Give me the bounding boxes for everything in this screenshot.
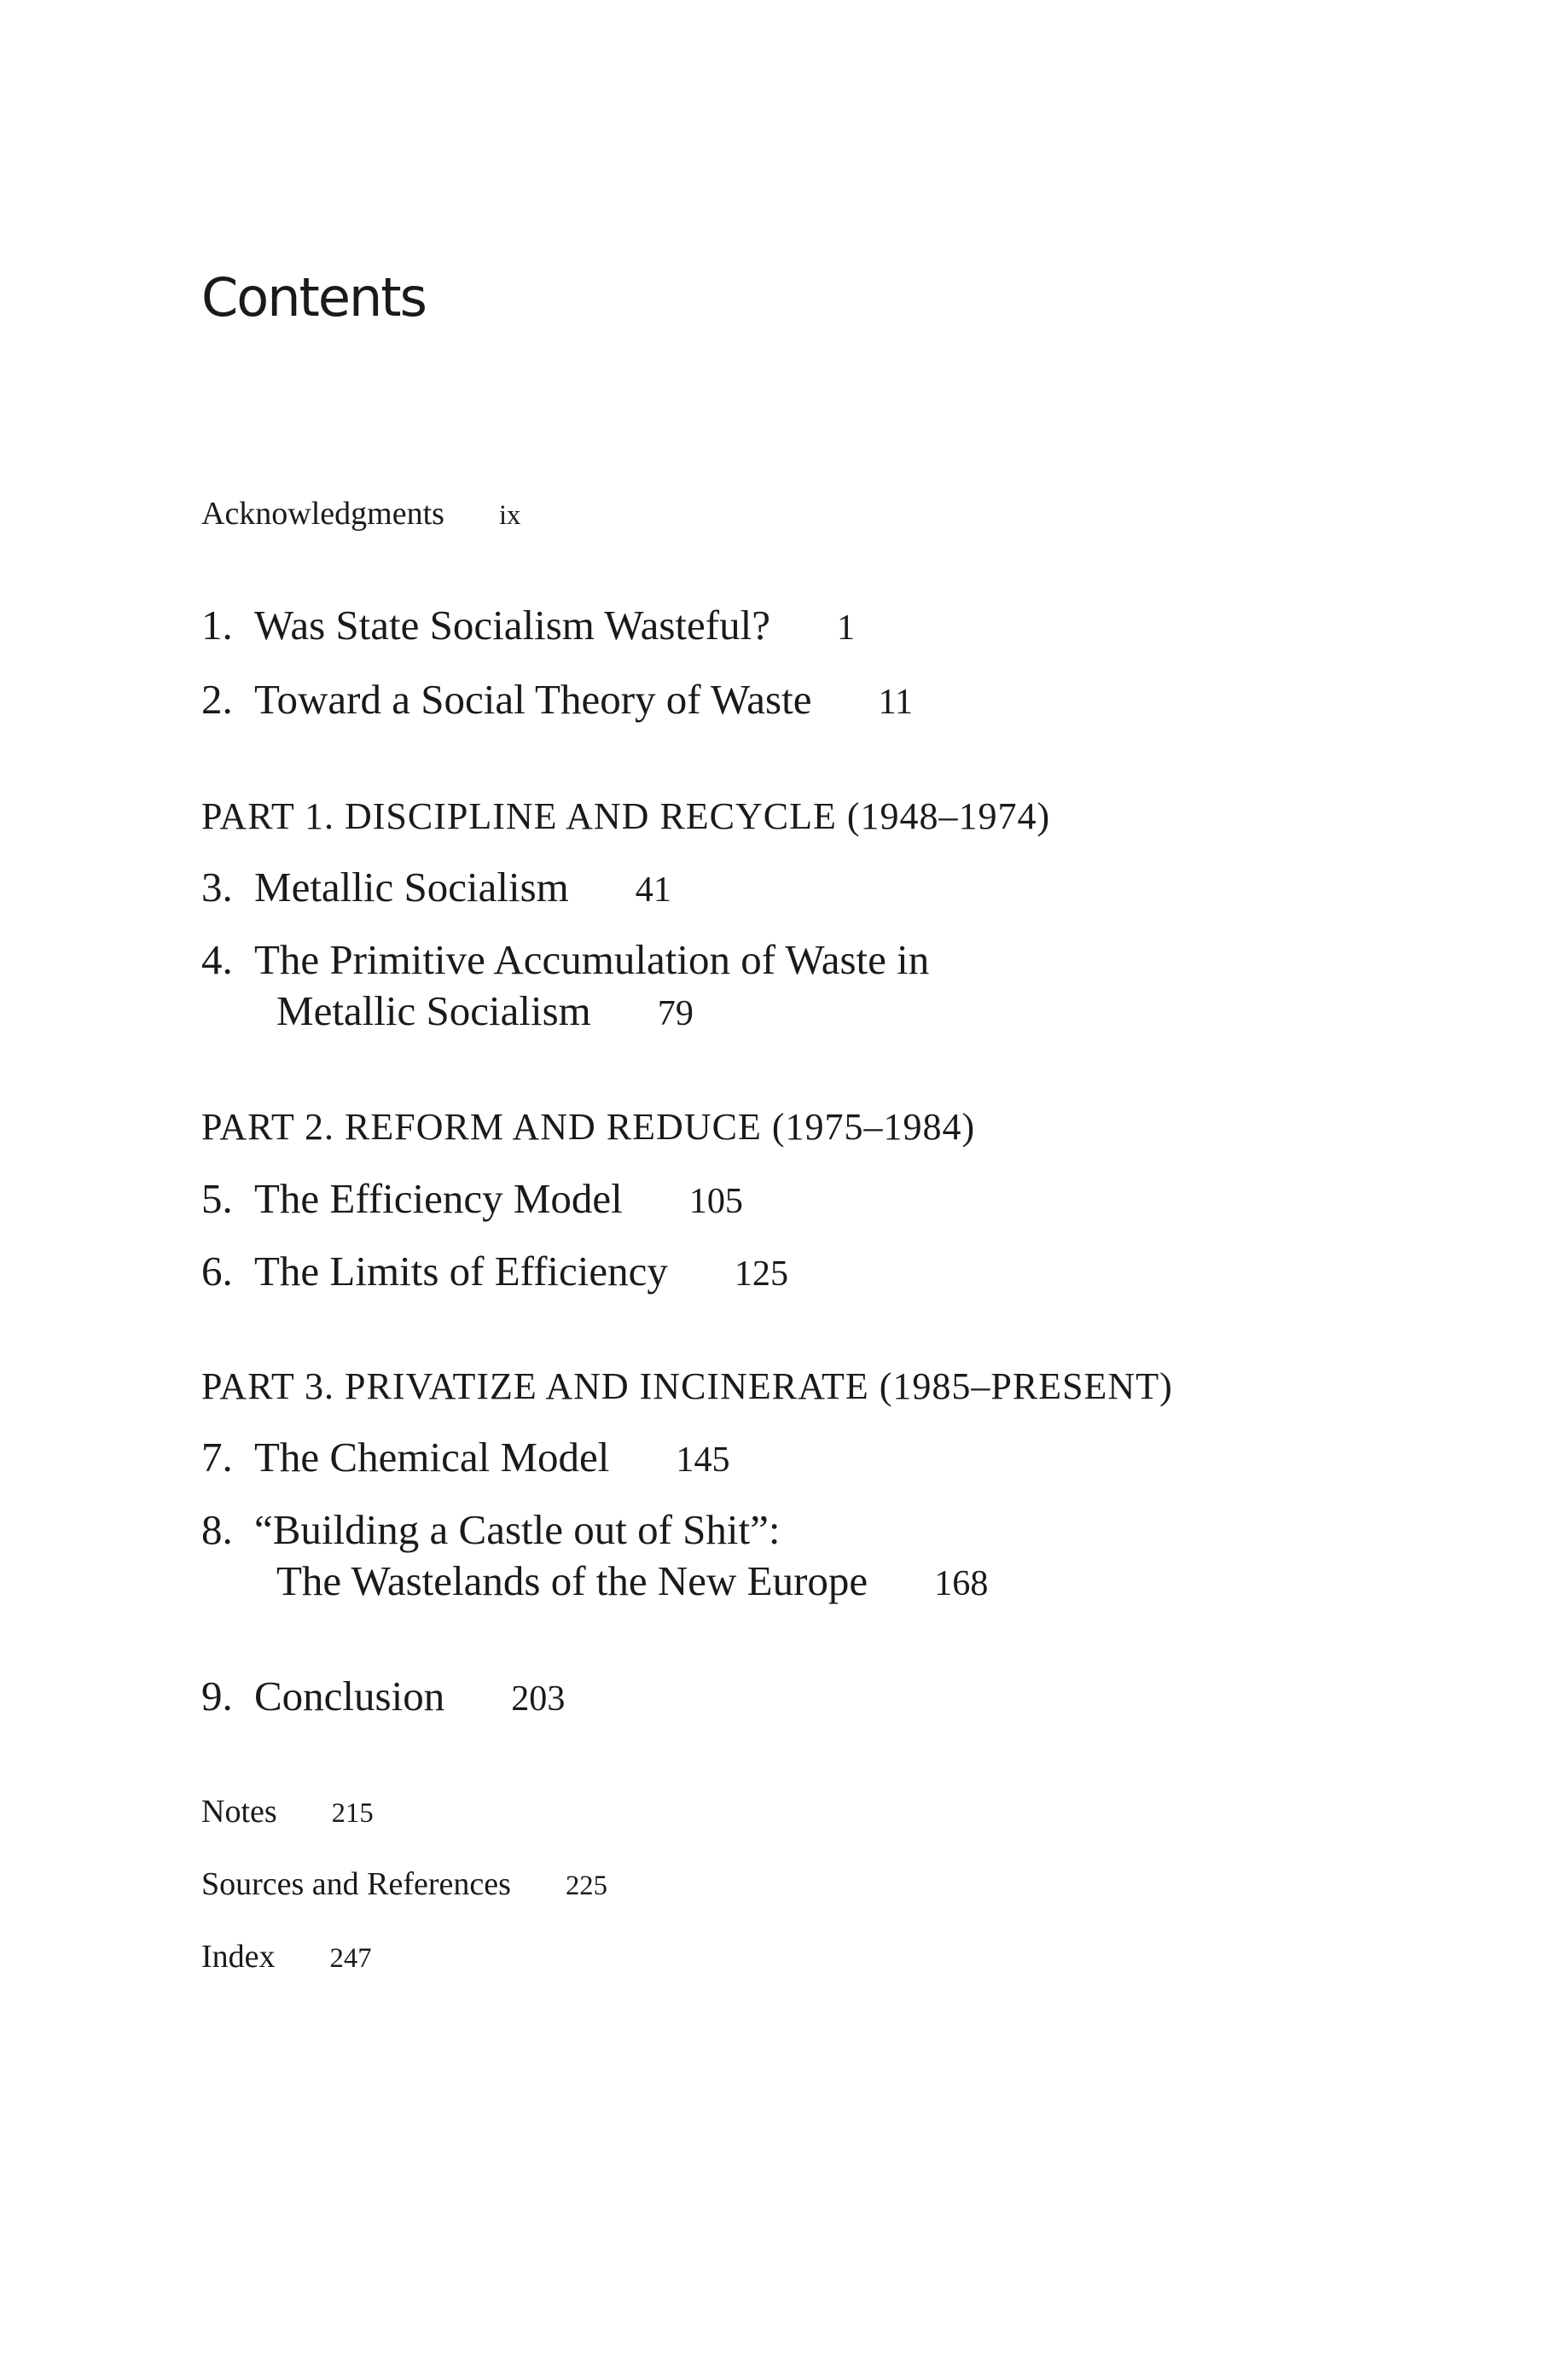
chapter-number: 9. [201, 1673, 233, 1719]
toc-entry-label: Index [201, 1939, 276, 1975]
chapter-number: 8. [201, 1506, 233, 1553]
toc-entry-label: Notes [201, 1794, 277, 1830]
toc-entry-index[interactable] [201, 1940, 372, 1973]
toc-entry-chapter-9[interactable] [201, 1675, 565, 1717]
chapter-title: The Efficiency Model [254, 1175, 623, 1222]
part-1-heading: PART 1. DISCIPLINE AND RECYCLE (1948–1974) [201, 795, 1051, 837]
chapter-page: 105 [688, 1181, 743, 1221]
toc-entry-chapter-5[interactable] [201, 1175, 743, 1222]
chapter-page: 11 [878, 682, 914, 722]
toc-entry-chapter-6[interactable] [201, 1248, 789, 1295]
page-title: Contents [201, 266, 426, 329]
toc-entry-chapter-8[interactable] [201, 1506, 781, 1553]
chapter-page: 145 [676, 1440, 730, 1480]
toc-entry-acknowledgments[interactable] [201, 497, 520, 530]
chapter-title-continued: Metallic Socialism [276, 987, 591, 1034]
toc-entry-chapter-7[interactable] [201, 1434, 730, 1481]
chapter-title: The Limits of Efficiency [254, 1248, 668, 1295]
toc-entry-page: ix [498, 500, 521, 531]
chapter-page: 168 [934, 1563, 989, 1603]
chapter-page: 125 [734, 1254, 789, 1294]
toc-entry-label: Acknowledgments [201, 496, 444, 532]
toc-entry-chapter-1[interactable] [201, 602, 856, 649]
toc-entry-label: Sources and References [201, 1866, 511, 1902]
chapter-number: 1. [201, 602, 233, 649]
toc-entry-page: 215 [331, 1798, 374, 1829]
chapter-number: 7. [201, 1434, 233, 1481]
part-3-heading: PART 3. PRIVATIZE AND INCINERATE (1985–PRESENT) [201, 1365, 1173, 1407]
chapter-title: Was State Socialism Wasteful? [254, 602, 770, 649]
chapter-title: “Building a Castle out of Shit”: [254, 1506, 781, 1553]
toc-entry-chapter-3[interactable] [201, 864, 671, 911]
part-2-heading: PART 2. REFORM AND REDUCE (1975–1984) [201, 1106, 976, 1148]
chapter-number: 5. [201, 1175, 233, 1222]
toc-entry-sources-and-references[interactable] [201, 1868, 607, 1900]
chapter-number: 4. [201, 936, 233, 983]
toc-entry-chapter-2[interactable] [201, 676, 914, 723]
chapter-title: The Chemical Model [254, 1434, 610, 1481]
toc-entry-chapter-4-continued[interactable] [276, 987, 694, 1034]
chapter-title: Toward a Social Theory of Waste [254, 676, 812, 723]
chapter-page: 1 [836, 608, 856, 648]
chapter-number: 3. [201, 864, 233, 911]
toc-entry-chapter-8-continued[interactable] [276, 1557, 989, 1604]
chapter-page: 41 [635, 870, 671, 910]
chapter-page: 79 [657, 993, 694, 1033]
toc-entry-notes[interactable] [201, 1795, 374, 1828]
toc-entry-page: 247 [329, 1943, 372, 1974]
chapter-number: 2. [201, 676, 233, 723]
chapter-title: The Primitive Accumulation of Waste in [254, 936, 930, 983]
chapter-page: 203 [511, 1679, 566, 1719]
toc-entry-chapter-4[interactable] [201, 936, 930, 983]
chapter-title: Conclusion [254, 1673, 445, 1719]
chapter-title: Metallic Socialism [254, 864, 569, 911]
chapter-title-continued: The Wastelands of the New Europe [276, 1557, 868, 1604]
toc-entry-page: 225 [565, 1871, 607, 1901]
chapter-number: 6. [201, 1248, 233, 1295]
